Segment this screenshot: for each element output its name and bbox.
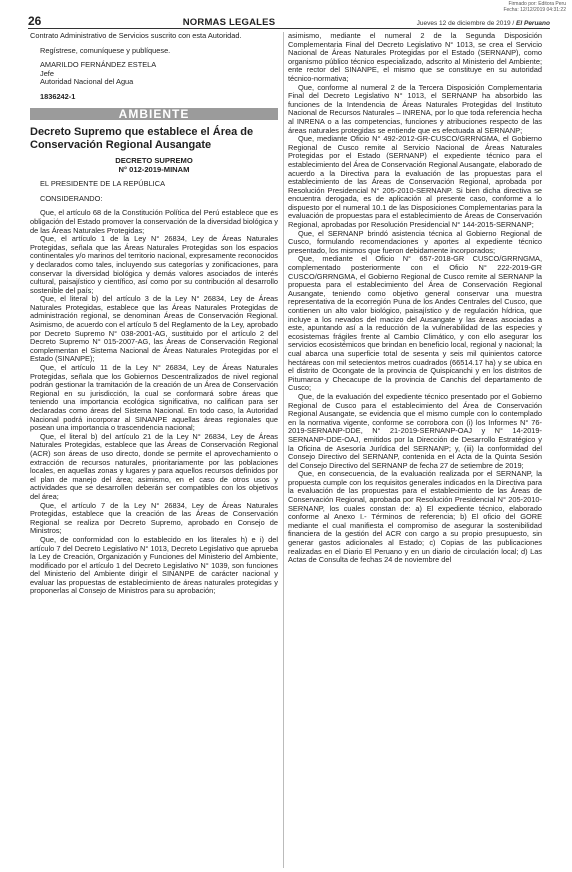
decree-number: N° 012-2019-MINAM (118, 165, 190, 175)
page-number: 26 (28, 14, 42, 28)
stamp-line-2: Fecha: 12/12/2019 04:31:22 (503, 7, 566, 13)
right-column (288, 32, 542, 868)
right-paragraph: asimismo, mediante el numeral 2 de la Segunda Disposición Complementaria Final del Decreto Legislativo N° 1013, se crea el Servicio Nacional de Áreas Naturales Protegidas por el Estado (SERNANP), como organismo público técnico especializado, adscrito al Ministerio del Ambiente; ente rector del SINANPE, el mismo que se constituye en su autoridad técnico-normativa; (288, 31, 542, 83)
header-date-block (417, 20, 550, 28)
signer-role: Jefe (40, 68, 54, 78)
reference-code: 1836242-1 (40, 91, 76, 101)
closing-formula: Regístrese, comuníquese y publíquese. (40, 45, 171, 55)
considering-heading: CONSIDERANDO: (40, 193, 103, 203)
signer-org: Autoridad Nacional del Agua (40, 77, 134, 87)
left-paragraph: Que, el artículo 7 de la Ley N° 26834, Ley de Áreas Naturales Protegidas, establece que la creación de las Áreas de Conservación Regional se realiza por Decreto Supremo, aprobado en Consejo de Ministros; (30, 500, 278, 536)
president-line: EL PRESIDENTE DE LA REPÚBLICA (40, 179, 165, 189)
right-paragraph: Que, el SERNANP brindó asistencia técnica al Gobierno Regional de Cusco, formulando recomendaciones y aportes al expediente técnico presentado, los mismos que fueron debidamente incorporados; (288, 228, 542, 255)
signer-name: AMARILDO FERNÁNDEZ ESTELA (40, 60, 157, 70)
left-paragraph: Que, el literal b) del artículo 21 de la Ley N° 26834, Ley de Áreas Naturales Protegidas, establece que las Áreas de Conservación Regional (ACR) son áreas de uso directo, donde se permite el aprovechamiento o extracción de recursos naturales, prioritariamente por las poblaciones locales, en aquellas zonas y lugares y para aquellos recursos definidos por el plan de manejo del área; asimismo, en el caso de otros usos y actividades que se desarrollen deberán ser compatibles con los objetivos del área; (30, 431, 278, 501)
left-paragraph: Que, el artículo 68 de la Constitución Política del Perú establece que es obligación del Estado promover la conservación de la diversidad biológica y de las Áreas Naturales Protegidas; (30, 208, 278, 235)
left-paragraph: Que, el artículo 1 de la Ley N° 26834, Ley de Áreas Naturales Protegidas, señala que las Áreas Naturales Protegidas son los espacios continentales y/o marinos del territorio nacional, expresamente reconocidos y declarados como tales, incluyendo sus categorías y zonificaciones, para conservar la diversidad biológica y demás valores asociados de interés cultural, paisajístico y científico, así como por su contribución al desarrollo sostenible del país; (30, 234, 278, 295)
right-paragraph: Que, conforme al numeral 2 de la Tercera Disposición Complementaria Final del Decreto Legislativo N° 1013, el SERNANP ha absorbido las funciones de la Intendencia de Áreas Naturales Protegidas del Instituto Nacional de Recursos Naturales – INRENA, por lo que toda referencia hecha al INRENA o a las competencias, funciones y atribuciones respecto de las áreas naturales protegidas se entiende que es efectuada al SERNANP; (288, 82, 542, 135)
right-paragraph: Que, de la evaluación del expediente técnico presentado por el Gobierno Regional de Cusco para el establecimiento del Área de Conservación Regional Ausangate, se evidencia que el mismo cumple con lo contemplado en la normativa vigente, conforme se corrobora con (i) los Informes N° 76-2019-SERNANP-DDE, N° 21-2019-SERNANP-OAJ y N° 14-2019-SERNANP-DDE-OAJ, emitidos por la Dirección de Desarrollo Estratégico y la Oficina de Asesoría Jurídica del SERNANP; y, (iii) la conformidad del Consejo Directivo del SERNANP, contenida en el Acta de la Quinta Sesión del Consejo Directivo del SERNANP de fecha 27 de setiembre de 2019; (288, 391, 542, 470)
stamp-line-1: Firmado por: Editora Peru (508, 1, 566, 7)
section-banner: AMBIENTE (30, 108, 278, 121)
publication-name: NORMAS LEGALES (182, 17, 276, 28)
right-paragraph: Que, mediante Oficio N° 492-2012-GR-CUSCO/GRRNGMA, el Gobierno Regional de Cusco remite al Servicio Nacional de Áreas Naturales Protegidas por el Estado (SERNANP) el expediente técnico para el establecimiento del Área de Conservación Regional Ausangate, elaborado de acuerdo a la Directiva para la evaluación de las propuestas para el establecimiento de las Áreas de Conservación Regional, aprobada por Resolución Presidencial N° 205-2010-SERNANP. Si bien dicha directiva se encuentra derogada, es de aplicación al presente caso, conforme a lo dispuesto por el numeral 10.1 de las Disposiciones Complementarias para la evaluación de propuestas para el establecimiento de Áreas de Conservación Regional, aprobadas por Resolución Presidencial N° 144-2015-SERNANP; (288, 134, 542, 230)
column-divider (283, 32, 284, 868)
header-date: Jueves 12 de diciembre de 2019 / (416, 20, 515, 27)
signature-block (30, 61, 278, 87)
left-paragraph: Que, el artículo 11 de la Ley N° 26834, Ley de Áreas Naturales Protegidas, señala que los Gobiernos Descentralizados de nivel regional podrán gestionar la tramitación de la creación de un Área de Conservación Regional en su jurisdicción, la cual se conformará sobre áreas que teniendo una importancia ecológica significativa, no califican para ser declaradas como áreas del Sistema Nacional. En todo caso, la Autoridad Nacional podrá incorporar al SINANPE aquellas áreas regionales que posean una importancia o trascendencia nacional; (30, 363, 278, 433)
intro-text: Contrato Administrativo de Servicios suscrito con esta Autoridad. (30, 31, 242, 40)
newspaper-name: El Peruano (516, 20, 550, 27)
left-paragraph: Que, de conformidad con lo establecido en los literales h) e i) del artículo 7 del Decreto Legislativo N° 1013, Decreto Legislativo que aprueba la Ley de Creación, Organización y Funciones del Ministerio del Ambiente, modificado por el artículo 1 del Decreto Legislativo N° 1039, son funciones del Ministerio del Ambiente dirigir el SINANPE de carácter nacional y evaluar las propuestas de establecimiento de áreas naturales protegidas y proponerlas al Consejo de Ministros para su aprobación; (30, 534, 278, 596)
right-paragraph: Que, en consecuencia, de la evaluación realizada por el SERNANP, la propuesta cumple con los requisitos generales indicados en la Directiva para la evaluación de las propuestas para el establecimiento de las Áreas de Conservación Regional, aprobada por Resolución Presidencial N° 205-2010-SERNANP, los cuales constan de: a) El expediente técnico, elaborado conforme al Anexo I.- Términos de referencia; b) El oficio del GORE mediante el cual manifiesta el compromiso de asegurar la sostenibilidad financiera de la gestión del ACR con cargo a su propio presupuesto, sin generar gastos adicionales al Estado; c) Copias de las publicaciones realizadas en el Diario El Peruano y en un diario de circulación local; d) Las Actas de Consulta de fechas 24 de noviembre del (288, 469, 542, 565)
page-header (28, 14, 550, 29)
right-paragraph: Que, mediante el Oficio N° 657-2018-GR CUSCO/GRRNGMA, complementado posteriormente con el Oficio N° 222-2019-GR CUSCO/GRRNGMA, el Gobierno Regional de Cusco remite al SERNANP la propuesta para el establecimiento del Área de Conservación Regional Ausangate, teniendo como objetivo general conservar una muestra representativa de la ecorregión Puna de los Andes Centrales del Cusco, que contienen un alto valor biológico, paisajístico y de regulación hídrica, que incluye a los nevados del macizo del Ausangate y las áreas asociadas a este, apuntando así a la reducción de la vulnerabilidad de las especies y ecosistemas frágiles frente al Cambio Climático, y con ello asegurar los servicios ecosistémicos que brindan en beneficio local, regional y nacional; la cual abarca una superficie total de sesenta y seis mil quinientos catorce hectáreas con mil setecientos metros cuadrados (66514.17 ha) y se ubica en el distrito de Ocongate de la provincia de Quispicanchi y en los distritos de Pitumarca y Checacupe de la provincia de Canchis del departamento de Cusco; (288, 254, 542, 393)
left-paragraph: Que, el literal b) del artículo 3 de la Ley N° 26834, Ley de Áreas Naturales Protegidas, establece que las Áreas Naturales Protegidas de administración regional, se denominan Áreas de Conservación Regional. Asimismo, de acuerdo con el artículo 5 del Reglamento de la Ley, aprobado por Decreto Supremo N° 038-2001-AG, sustituido por el artículo 2 del Decreto Supremo N° 015-2007-AG, las Áreas de Conservación Regional complementan el Sistema Nacional de Áreas Naturales Protegidas por el Estado (SINANPE); (30, 294, 279, 364)
digital-signature-stamp (503, 1, 566, 13)
left-column (30, 32, 278, 868)
decree-id (30, 156, 278, 174)
decree-type: DECRETO SUPREMO (115, 156, 193, 166)
decree-title: Decreto Supremo que establece el Área de Conservación Regional Ausangate (30, 126, 254, 152)
